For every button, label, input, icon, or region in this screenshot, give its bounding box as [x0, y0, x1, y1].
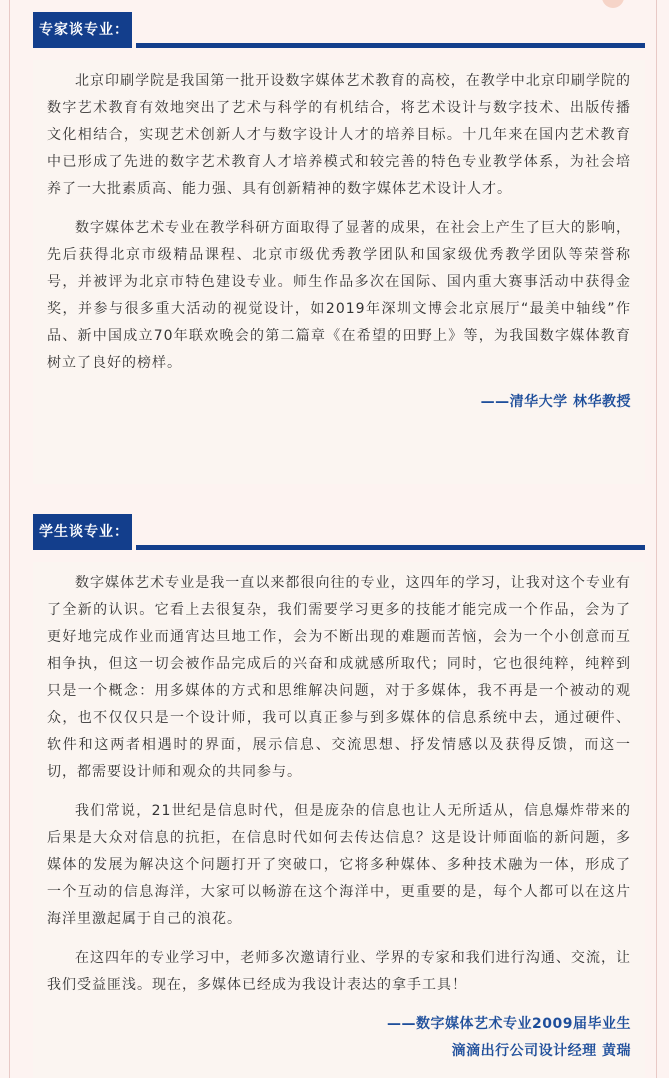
student-section-header: [33, 514, 645, 550]
student-paragraph: 数字媒体艺术专业是我一直以来都很向往的专业，这四年的学习，让我对这个专业有了全新的认识。它看上去很复杂，我们需要学习更多的技能才能完成一个作品，会为了更好地完成作业而通宵达旦地工作，会为不断出现的难题而苦恼，会为一个小创意而互相争执，但这一切会被作品完成后的兴奋和成就感所取代；同时，它也很纯粹，纯粹到只是一个概念：用多媒体的方式和思维解决问题，对于多媒体，我不再是一个被动的观众，也不仅仅只是一个设计师，我可以真正参与到多媒体的信息系统中去，通过硬件、软件和这两者相遇时的界面，展示信息、交流思想、抒发情感以及获得反馈，而这一切，都需要设计师和观众的共同参与。: [47, 575, 631, 780]
student-content-box: [33, 562, 645, 1078]
student-paragraph: 在这四年的专业学习中，老师多次邀请行业、学界的专家和我们进行沟通、交流，让我们受益匪浅。现在，多媒体已经成为我设计表达的拿手工具！: [47, 950, 631, 993]
expert-section-header: [33, 12, 645, 48]
page-border-left: [9, 0, 10, 1078]
page-border-right: [656, 0, 657, 1078]
expert-paragraph: 北京印刷学院是我国第一批开设数字媒体艺术教育的高校，在教学中北京印刷学院的数字艺术教育有效地突出了艺术与科学的有机结合，将艺术设计与数字技术、出版传播文化相结合，实现艺术创新人才与数字设计人才的培养目标。十几年来在国内艺术教育中已形成了先进的数字艺术教育人才培养模式和较完善的特色专业教学体系，为社会培养了一大批素质高、能力强、具有创新精神的数字媒体艺术设计人才。: [47, 73, 631, 197]
decorative-circle: [602, 0, 624, 8]
header-divider-line: [136, 43, 645, 48]
expert-content-box: [33, 60, 645, 484]
student-signature-line1: ——数字媒体艺术专业2009届毕业生: [387, 1016, 631, 1032]
student-section-label: 学生谈专业：: [33, 514, 132, 550]
header-divider-line: [136, 545, 645, 550]
expert-section-label: 专家谈专业：: [33, 12, 132, 48]
student-paragraph: 我们常说，21世纪是信息时代，但是庞杂的信息也让人无所适从，信息爆炸带来的后果是大众对信息的抗拒，在信息时代如何去传达信息？这是设计师面临的新问题，多媒体的发展为解决这个问题打开了突破口，它将多种媒体、多种技术融为一体，形成了一个互动的信息海洋，大家可以畅游在这个海洋中，更重要的是，每个人都可以在这片海洋里激起属于自己的浪花。: [47, 803, 631, 927]
student-signature-line2: 滴滴出行公司设计经理 黄瑞: [451, 1043, 631, 1059]
expert-signature: ——清华大学 林华教授: [480, 394, 631, 410]
expert-paragraph: 数字媒体艺术专业在教学科研方面取得了显著的成果，在社会上产生了巨大的影响，先后获得北京市级精品课程、北京市级优秀教学团队和国家级优秀教学团队等荣誉称号，并被评为北京市特色建设专业。师生作品多次在国际、国内重大赛事活动中获得金奖，并参与很多重大活动的视觉设计，如2019年深圳文博会北京展厅“最美中轴线”作品、新中国成立70年联欢晚会的第二篇章《在希望的田野上》等，为我国数字媒体教育树立了良好的榜样。: [47, 220, 631, 371]
